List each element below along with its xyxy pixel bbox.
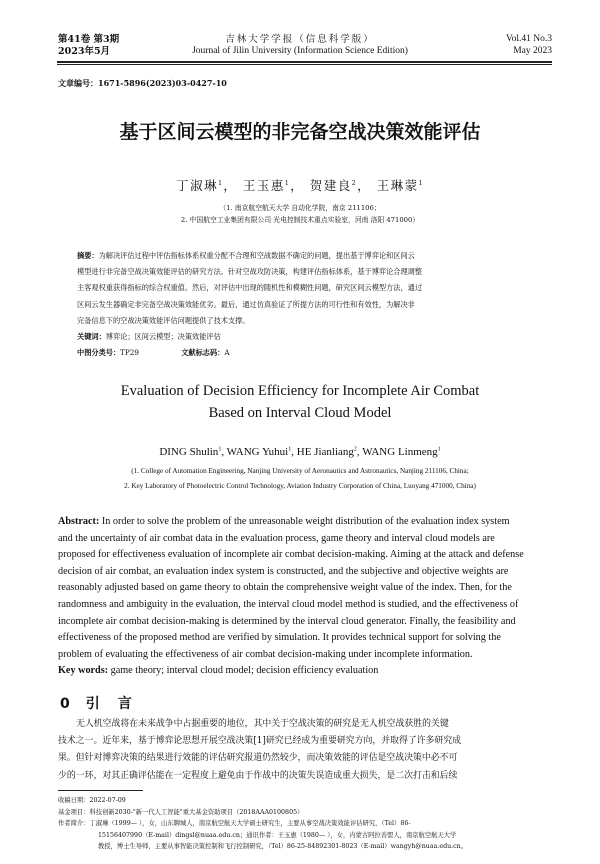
keywords-en-label: Key words: — [58, 665, 109, 677]
author-en: DING Shulin — [159, 446, 219, 458]
header-volume-cn: 第41卷 第3期 — [58, 34, 120, 45]
author-sup: 1 — [218, 446, 222, 453]
abstract-en-line: decision of air combat, an evaluation index system is constructed, and the subjective and objective weights are — [58, 565, 509, 577]
author-sup: 1 — [437, 446, 441, 453]
affiliation-cn-2: 2. 中国航空工业集团有限公司 光电控制技术重点实验室，河南 洛阳 471000） — [180, 216, 420, 224]
footnote-line: 作者简介：丁淑琳（1999— ），女，山东聊城人，南京航空航天大学硕士研究生，主要从事空战决策效能评估研究，（Tel）86- — [58, 820, 411, 828]
doc-code-label: 文献标志码： — [181, 348, 225, 358]
footnote-rule — [58, 790, 143, 791]
footnotes — [58, 795, 552, 853]
abstract-en-line: effectiveness of the proposed method are verified by simulation. It provides technical support for solving the — [58, 632, 501, 644]
footnote-line: 收稿日期：2022-07-09 — [58, 797, 126, 804]
section-number: 0 — [60, 696, 72, 712]
author-sup: 1 — [288, 446, 292, 453]
abstract-cn-line: 模型进行非完备空战决策效能评估的研究方法。针对空战攻防决策，构建评估指标体系，基于博弈论合理调整 — [77, 267, 423, 277]
title-cn: 基于区间云模型的非完备空战决策效能评估 — [119, 121, 481, 143]
abstract-en-line: In order to solve the problem of the unreasonable weight distribution of the evaluation index system — [101, 516, 510, 527]
intro-line: 无人机空战将在未来战争中占据重要的地位，其中关于空战决策的研究是无人机空战获胜的关键 — [76, 719, 449, 729]
abstract-en — [58, 514, 552, 680]
intro-line: 少的一环，对其正确评估能在一定程度上避免由于作战中的决策失误造成重大损失，是二次打击和后续 — [58, 770, 458, 781]
section-heading — [60, 693, 134, 713]
section-title: 引 言 — [85, 696, 134, 712]
author-sup: 2 — [351, 179, 358, 187]
affiliation-cn-1: （1. 南京航空航天大学 自动化学院，南京 211106； — [219, 204, 381, 212]
author-sup: 1 — [218, 179, 224, 187]
header-rule — [57, 61, 552, 63]
author-sup: 1 — [418, 179, 424, 187]
abstract-en-line: reasonably adjusted based on game theory to obtain the comprehensive weight value of the index. Then, for the — [58, 582, 512, 594]
author-cn: 王玉惠 — [242, 178, 285, 193]
abstract-cn-line: 为解决评估过程中评估指标体系权重分配不合理和空战数据不确定的问题，提出基于博弈论和区间云 — [98, 251, 415, 260]
affiliation-en-2: 2. Key Laboratory of Photoelectric Control Technology, Aviation Industry Corporation of China, Luoyang 471000, China) — [124, 482, 476, 490]
keywords-cn-label: 关键词： — [77, 332, 106, 342]
header-date-en: May 2023 — [513, 46, 552, 56]
doc-code: A — [224, 348, 230, 358]
affiliation-en-1: (1. College of Automation Engineering, Nanjing University of Aeronautics and Astronautics, Nanjing 211106, China; — [131, 467, 469, 475]
clc-cn: TP29 — [120, 348, 139, 358]
footnote-line: 教授，博士生导师，主要从事智能决策控制和飞行控制研究，（Tel）86-25-84892301-8023（E-mail）wangyh@nuaa.edu.cn。 — [98, 843, 468, 851]
keywords-en: game theory; interval cloud model; decision efficiency evaluation — [110, 665, 379, 677]
authors-en: DING Shulin$^1$, WANG Yuhui$^1$, HE Jianliang$^2$, WANG Linmeng$^1$ — [159, 446, 441, 458]
abstract-en-line: randomness and ambiguity in the evaluation, the interval cloud model method is studied, and the effectiveness of — [58, 598, 519, 610]
intro-line: 果。但针对博弈决策的结果进行效能的评估研究报道仍然较少，而决策效能的评估是空战决策中必不可 — [58, 753, 458, 764]
abstract-cn-line: 区间云发生器确定非完备空战决策效能优劣。最后，通过仿真验证了所提方法的可行性和有效性，为解决非 — [77, 299, 415, 309]
author-cn: 王琳蒙 — [376, 178, 419, 193]
author-en: HE Jianliang — [296, 446, 354, 458]
author-cn: 贺建良 — [309, 178, 352, 193]
title-en — [60, 380, 540, 424]
header-rule-thin — [57, 64, 552, 65]
abstract-en-line: proposed for effectiveness evaluation of incomplete air combat decision-making. Aiming at the attack and defense — [58, 549, 524, 561]
footnote-line: 基金项目：科技创新2030-"新一代人工智能"重大基金资助项目（2018AAA0100805） — [58, 808, 304, 816]
author-en: WANG Linmeng — [362, 446, 438, 458]
author-cn: 丁淑琳 — [176, 178, 219, 193]
authors-cn: 丁淑琳$^1$， 王玉惠$^1$， 贺建良$^2$， 王琳蒙$^1$ — [176, 178, 424, 193]
article-id: 文章编号：1671-5896(2023)03-0427-10 — [58, 78, 227, 88]
clc-cn-label: 中图分类号： — [77, 348, 121, 358]
abstract-en-label: Abstract: — [58, 516, 100, 527]
keywords-cn: 博弈论；区间云模型；决策效能评估 — [105, 332, 221, 342]
title-en-line: Based on Interval Cloud Model — [208, 405, 392, 421]
author-sup: 1 — [284, 179, 291, 187]
header-journal-en: Journal of Jilin University (Information Science Edition) — [192, 46, 408, 56]
abstract-cn-label: 摘要： — [77, 251, 99, 260]
abstract-en-line: incomplete air combat decision-making is determined by the interval cloud generator. Finally, the feasibility and — [58, 615, 516, 627]
abstract-cn-line: 主客观权重获得指标的综合权重值。然后，对评估中出现的随机性和模糊性问题，研究区间云模型方法，通过 — [77, 283, 423, 293]
author-sup: 2 — [353, 446, 357, 453]
abstract-en-line: problem of evaluating the effectiveness of air combat decision-making under incomplete information. — [58, 648, 473, 660]
abstract-cn — [77, 248, 529, 361]
intro-line: 技术之一。近年来，基于博弈论思想开展空战决策[1]研究已经成为重要研究方向，并取得了许多研究成 — [58, 736, 462, 747]
header-date-cn: 2023年5月 — [58, 46, 111, 57]
abstract-en-line: and the uncertainty of air combat data in the evaluation process, game theory and interval cloud models are — [58, 532, 495, 544]
title-en-line: Evaluation of Decision Efficiency for Incomplete Air Combat — [120, 383, 480, 399]
intro-paragraph — [58, 716, 552, 785]
header-volume-en: Vol.41 No.3 — [505, 34, 552, 44]
header-journal-cn: 吉林大学学报（信息科学版） — [225, 34, 375, 45]
abstract-cn-line: 完备信息下的空战决策效能评估问题提供了技术支撑。 — [77, 315, 250, 325]
footnote-line: 15156407990（E-mail）dingsl@nuaa.edu.cn；通讯作者：王玉惠（1980— ），女，内蒙古阿拉善盟人，南京航空航天大学 — [98, 831, 457, 839]
author-en: WANG Yuhui — [226, 446, 289, 458]
